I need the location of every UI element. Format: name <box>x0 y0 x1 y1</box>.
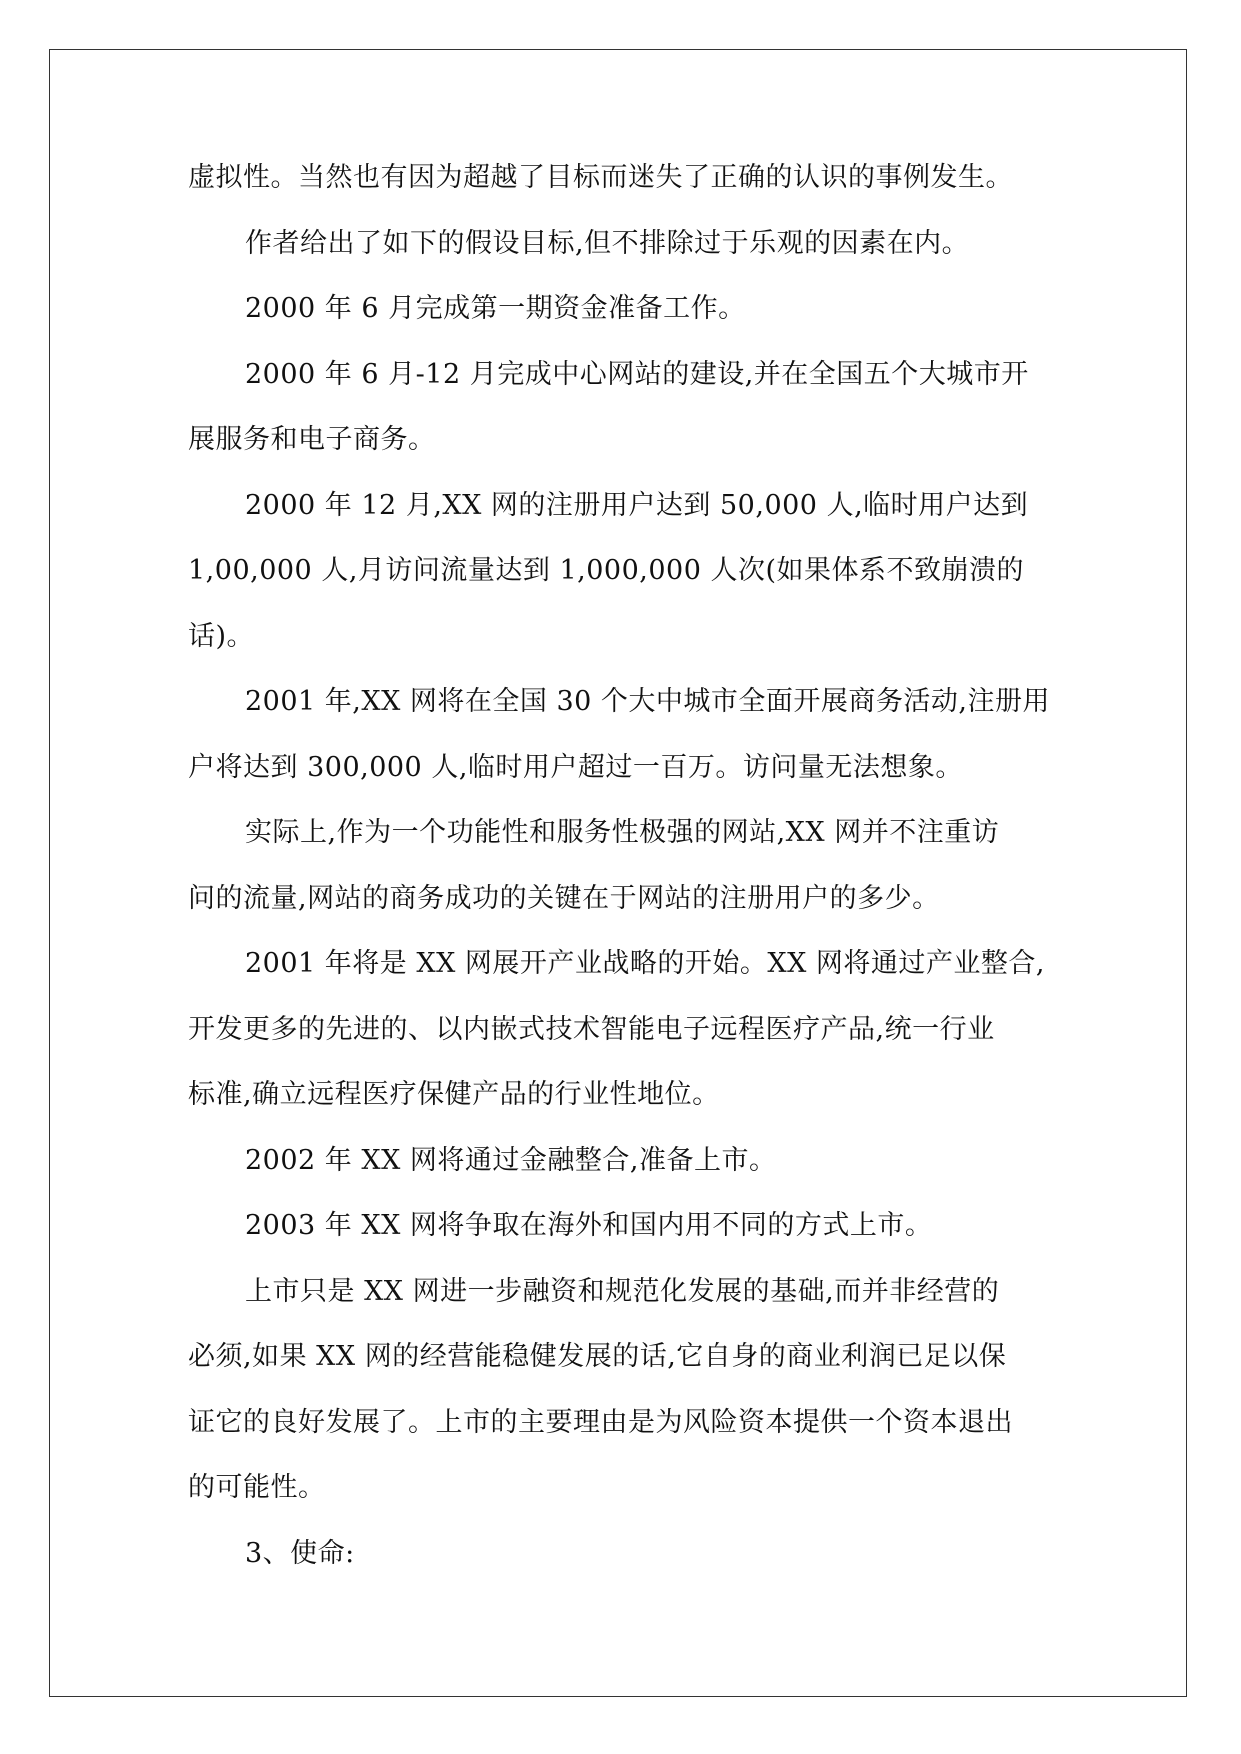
text-line: 展服务和电子商务。 <box>188 424 436 455</box>
text-line: 2003 年 XX 网将争取在海外和国内用不同的方式上市。 <box>245 1210 933 1241</box>
text-line: 开发更多的先进的、以内嵌式技术智能电子远程医疗产品,统一行业 <box>188 1013 995 1045</box>
text-line: 必须,如果 XX 网的经营能稳健发展的话,它自身的商业利润已足以保 <box>188 1341 1007 1372</box>
text-line: 2001 年,XX 网将在全国 30 个大中城市全面开展商务活动,注册用 <box>245 686 1051 717</box>
text-line: 虚拟性。当然也有因为超越了目标而迷失了正确的认识的事例发生。 <box>188 162 1013 193</box>
text-line: 2000 年 12 月,XX 网的注册用户达到 50,000 人,临时用户达到 <box>245 489 1029 521</box>
text-line: 证它的良好发展了。上市的主要理由是为风险资本提供一个资本退出 <box>188 1406 1013 1438</box>
text-line: 3、使命: <box>245 1537 355 1569</box>
text-line: 标准,确立远程医疗保健产品的行业性地位。 <box>188 1079 720 1110</box>
text-line: 2000 年 6 月-12 月完成中心网站的建设,并在全国五个大城市开 <box>245 358 1029 390</box>
text-line: 作者给出了如下的假设目标,但不排除过于乐观的因素在内。 <box>245 227 970 259</box>
document-body <box>188 158 1058 1599</box>
text-line: 户将达到 300,000 人,临时用户超过一百万。访问量无法想象。 <box>188 751 963 783</box>
text-line: 1,00,000 人,月访问流量达到 1,000,000 人次(如果体系不致崩溃的 <box>188 555 1025 586</box>
text-line: 的可能性。 <box>188 1472 326 1503</box>
text-line: 2001 年将是 XX 网展开产业战略的开始。XX 网将通过产业整合, <box>245 948 1046 979</box>
text-line: 2000 年 6 月完成第一期资金准备工作。 <box>245 293 746 324</box>
text-line: 问的流量,网站的商务成功的关键在于网站的注册用户的多少。 <box>188 882 940 914</box>
text-line: 2002 年 XX 网将通过金融整合,准备上市。 <box>245 1144 777 1176</box>
text-line: 实际上,作为一个功能性和服务性极强的网站,XX 网并不注重访 <box>245 817 1000 848</box>
text-line: 上市只是 XX 网进一步融资和规范化发展的基础,而并非经营的 <box>245 1275 1000 1307</box>
text-line: 话)。 <box>188 620 255 652</box>
